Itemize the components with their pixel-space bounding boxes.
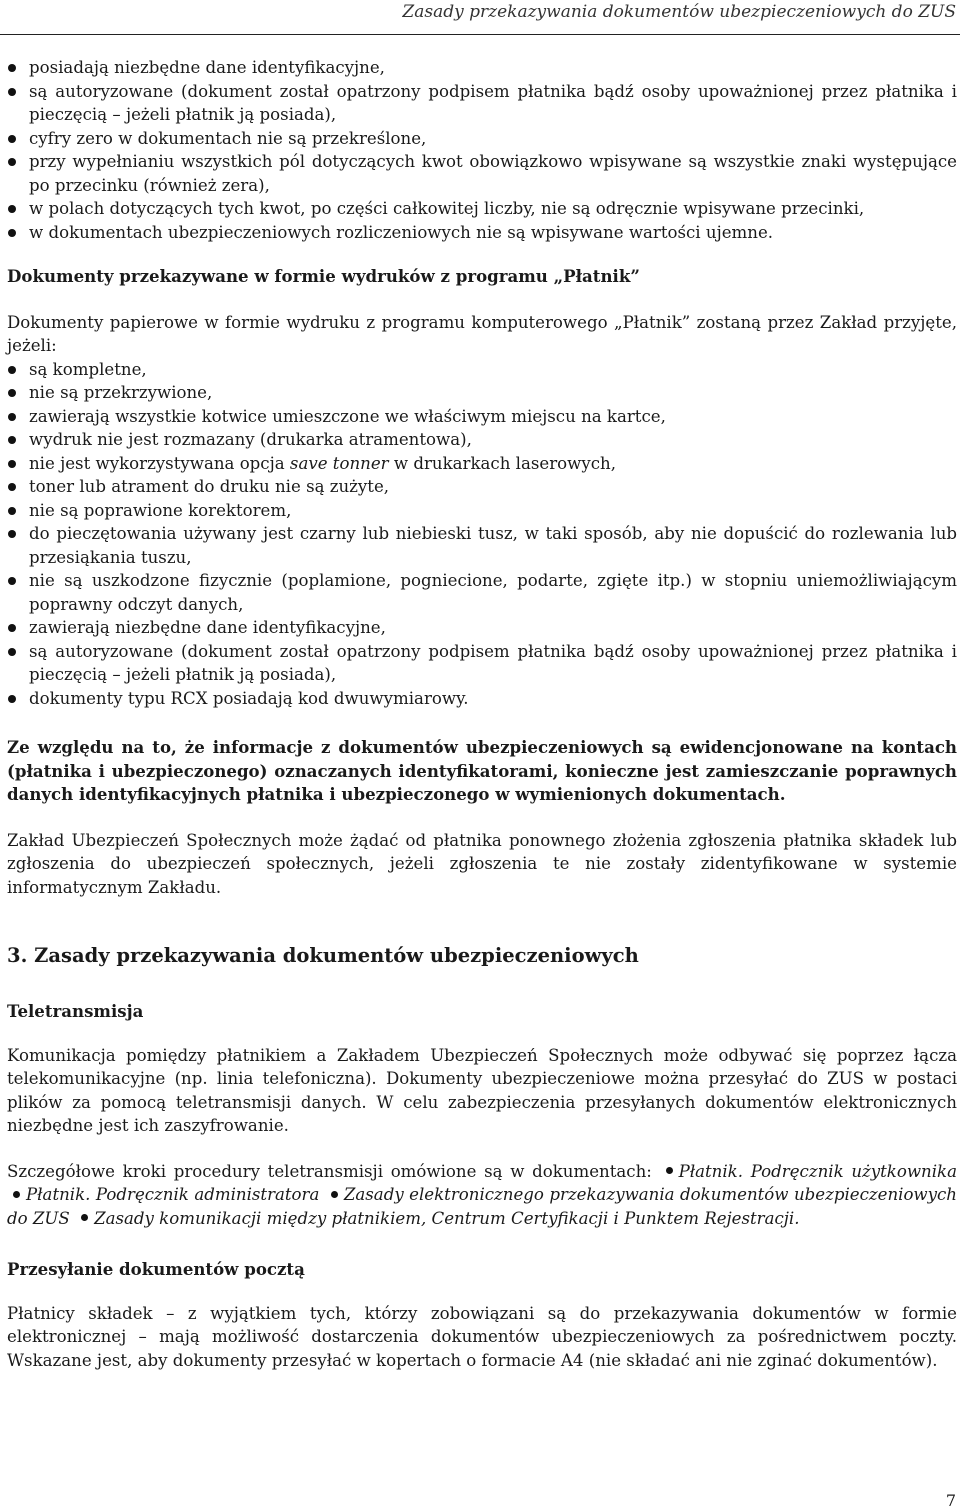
zus-request-paragraph: Zakład Ubezpieczeń Społecznych może żądać od płatnika ponownego złożenia zgłoszenia płatnika składek lub zgłoszenia do ubezpieczeń społecznych, jeżeli zgłoszenia te nie zostały zidentyfikowane w systemie informatycznym Zakładu. — [7, 830, 957, 897]
docs-lead: Szczegółowe kroki procedury teletransmisji omówione są w dokumentach: — [7, 1161, 652, 1181]
bullet-icon — [331, 1191, 338, 1198]
doc-title: Płatnik. Podręcznik użytkownika — [678, 1161, 957, 1181]
printouts-intro: Dokumenty papierowe w formie wydruku z programu komputerowego „Płatnik” zostaną przez Zakład przyjęte, jeżeli: — [7, 312, 957, 355]
page-content — [7, 56, 957, 1372]
list-item-text: nie jest wykorzystywana opcja — [29, 453, 290, 473]
bullet-icon — [81, 1214, 88, 1221]
doc-title: Zasady elektronicznego przekazywania dokumentów ubezpieczeniowych do ZUS — [7, 1185, 957, 1228]
list-item — [7, 452, 957, 476]
running-header: Zasady przekazywania dokumentów ubezpieczeniowych do ZUS — [402, 2, 956, 22]
list-item: przy wypełnianiu wszystkich pól dotyczących kwot obowiązkowo wpisywane są wszystkie znaki występujące po przecinku (również zera), — [7, 150, 957, 197]
printouts-list — [7, 358, 957, 711]
list-item: toner lub atrament do druku nie są zużyte, — [7, 475, 957, 499]
bullet-icon — [13, 1191, 20, 1198]
list-item: dokumenty typu RCX posiadają kod dwuwymiarowy. — [7, 687, 957, 711]
doc-title: Zasady komunikacji między płatnikiem, Centrum Certyfikacji i Punktem Rejestracji. — [94, 1208, 800, 1228]
list-item: zawierają wszystkie kotwice umieszczone we właściwym miejscu na kartce, — [7, 405, 957, 429]
list-item: zawierają niezbędne dane identyfikacyjne, — [7, 616, 957, 640]
list-item: są autoryzowane (dokument został opatrzony podpisem płatnika bądź osoby upoważnionej przez płatnika i pieczęcią – jeżeli płatnik ją posiada), — [7, 80, 957, 127]
identifiers-paragraph: Ze względu na to, że informacje z dokumentów ubezpieczeniowych są ewidencjonowane na kontach (płatnika i ubezpieczonego) oznaczanych identyfikatorami, konieczne jest zamieszczanie poprawnych danych identyfikacyjnych płatnika i ubezpieczonego w wymienionych dokumentach. — [7, 737, 957, 804]
list-item-text: w drukarkach laserowych, — [388, 453, 616, 473]
teletransmission-heading: Teletransmisja — [7, 1001, 144, 1021]
section-3-title: 3. Zasady przekazywania dokumentów ubezpieczeniowych — [7, 944, 639, 967]
requirements-list-top — [7, 56, 957, 244]
list-item: do pieczętowania używany jest czarny lub niebieski tusz, w taki sposób, aby nie dopuścić do rozlewania lub przesiąkania tuszu, — [7, 522, 957, 569]
teletransmission-paragraph: Komunikacja pomiędzy płatnikiem a Zakładem Ubezpieczeń Społecznych może odbywać się poprzez łącza telekomunikacyjne (np. linia telefoniczna). Dokumenty ubezpieczeniowe można przesyłać do ZUS w postaci plików za pomocą teletransmisji danych. W celu zabezpieczenia przesyłanych dokumentów elektronicznych niezbędne jest ich zaszyfrowanie. — [7, 1045, 957, 1135]
post-paragraph: Płatnicy składek – z wyjątkiem tych, którzy zobowiązani są do przekazywania dokumentów w formie elektronicznej – mają możliwość dostarczenia dokumentów ubezpieczeniowych za pośrednictwem poczty. Wskazane jest, aby dokumenty przesyłać w kopertach o formacie A4 (nie składać ani nie zginać dokumentów). — [7, 1303, 957, 1370]
list-item: są autoryzowane (dokument został opatrzony podpisem płatnika bądź osoby upoważnionej przez płatnika i pieczęcią – jeżeli płatnik ją posiada), — [7, 640, 957, 687]
list-item: w polach dotyczących tych kwot, po części całkowitej liczby, nie są odręcznie wpisywane przecinki, — [7, 197, 957, 221]
printouts-heading: Dokumenty przekazywane w formie wydruków z programu „Płatnik” — [7, 266, 640, 286]
list-item: nie są uszkodzone fizycznie (poplamione, pogniecione, podarte, zgięte itp.) w stopniu uniemożliwiającym poprawny odczyt danych, — [7, 569, 957, 616]
doc-title: Płatnik. Podręcznik administratora — [26, 1185, 320, 1204]
save-tonner-term: save tonner — [289, 453, 389, 473]
list-item: są kompletne, — [7, 358, 957, 382]
list-item: nie są przekrzywione, — [7, 381, 957, 405]
teletransmission-docs-paragraph — [7, 1160, 957, 1231]
list-item: posiadają niezbędne dane identyfikacyjne, — [7, 56, 957, 80]
list-item: cyfry zero w dokumentach nie są przekreślone, — [7, 127, 957, 151]
list-item: nie są poprawione korektorem, — [7, 499, 957, 523]
bullet-icon — [666, 1167, 673, 1174]
list-item: w dokumentach ubezpieczeniowych rozliczeniowych nie są wpisywane wartości ujemne. — [7, 221, 957, 245]
post-heading: Przesyłanie dokumentów pocztą — [7, 1259, 305, 1279]
list-item: wydruk nie jest rozmazany (drukarka atramentowa), — [7, 428, 957, 452]
header-rule — [0, 34, 960, 35]
page-number: 7 — [945, 1491, 956, 1510]
